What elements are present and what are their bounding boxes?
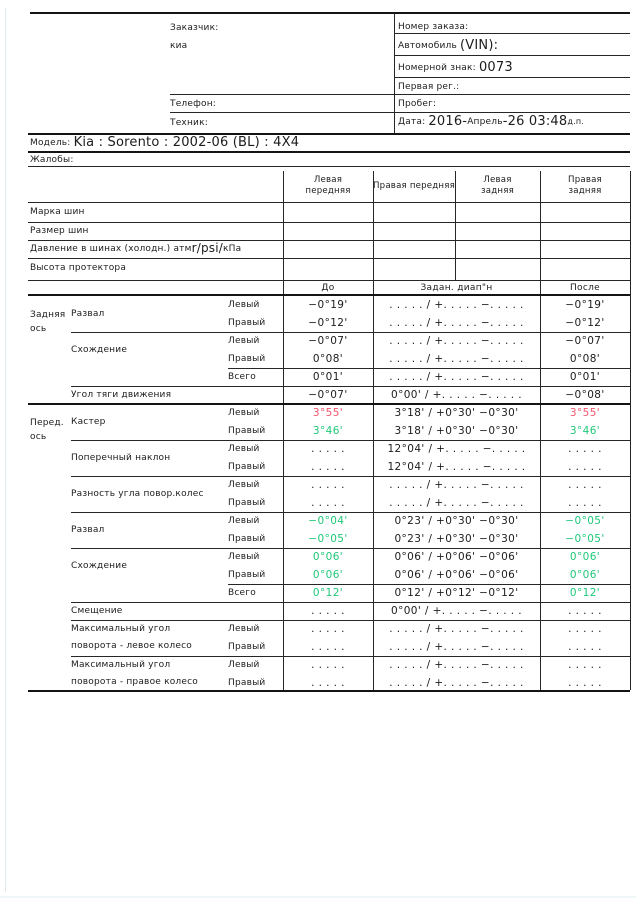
side-label: Правый: [228, 462, 266, 472]
before-value: 0°12': [312, 587, 344, 599]
spec-range-value: 0°06' / +0°06' −0°06': [394, 569, 519, 581]
side-label: Левый: [228, 336, 260, 346]
after-value: 3°46': [569, 425, 601, 437]
alignment-row: [28, 674, 630, 692]
before-value: . . . . .: [311, 461, 345, 473]
side-label: Правый: [228, 498, 266, 508]
date-year: 2016-: [428, 114, 468, 129]
date-month: Апрель: [467, 117, 503, 127]
alignment-row: [28, 422, 630, 440]
alignment-row: [28, 404, 630, 427]
spec-range-value: . . . . . / +. . . . . −. . . . .: [389, 353, 524, 365]
param-label: Схождение: [71, 345, 128, 355]
after-value: . . . . .: [568, 605, 602, 617]
rule-line: [170, 94, 630, 95]
spec-range-value: . . . . . / +. . . . . −. . . . .: [389, 659, 524, 671]
spec-range-value: . . . . . / +. . . . . −. . . . .: [389, 335, 524, 347]
before-value: 3°46': [312, 425, 344, 437]
alignment-row: [28, 566, 630, 584]
param-label: Угол тяги движения: [71, 390, 172, 400]
side-label: Правый: [228, 426, 266, 436]
column-header-left-rear: Левая задняя: [481, 175, 514, 196]
param-label: Разность угла повор.колес: [71, 489, 204, 499]
alignment-row: [28, 476, 630, 499]
side-label: Правый: [228, 678, 266, 688]
rule-line: [394, 33, 630, 34]
after-column-header: После: [569, 282, 600, 293]
spec-range-value: 0°06' / +0°06' −0°06': [394, 551, 519, 563]
after-value: . . . . .: [568, 659, 602, 671]
before-value: −0°07': [308, 389, 348, 401]
spec-range-value: . . . . . / +. . . . . −. . . . .: [389, 317, 524, 329]
after-value: −0°05': [565, 533, 605, 545]
side-label: Левый: [228, 624, 260, 634]
param-label: Максимальный угол поворота - правое колесо: [71, 660, 198, 687]
plate-label: Номерной знак:: [398, 63, 476, 73]
plate-row: [398, 62, 513, 74]
spec-range-value: . . . . . / +. . . . . −. . . . .: [389, 299, 524, 311]
spec-range-value: 0°12' / +0°12' −0°12': [394, 587, 519, 599]
after-value: −0°19': [565, 299, 605, 311]
side-label: Правый: [228, 354, 266, 364]
complaints-label: Жалобы:: [30, 155, 74, 165]
after-value: . . . . .: [568, 461, 602, 473]
side-label: Правый: [228, 534, 266, 544]
side-label: Левый: [228, 516, 260, 526]
spec-range-value: 3°18' / +0°30' −0°30': [394, 407, 519, 419]
side-label: Правый: [228, 642, 266, 652]
param-label: Поперечный наклон: [71, 453, 171, 463]
alignment-row: [28, 440, 630, 463]
before-value: −0°04': [308, 515, 348, 527]
rule-line: [630, 280, 631, 690]
after-value: −0°08': [565, 389, 605, 401]
alignment-row: [28, 494, 630, 512]
rule-line: [28, 166, 630, 167]
alignment-row: [28, 350, 630, 368]
rule-line: [394, 55, 630, 56]
alignment-row: [28, 386, 630, 404]
model-label: Модель:: [30, 138, 71, 148]
spec-range-value: . . . . . / +. . . . . −. . . . .: [389, 479, 524, 491]
side-label: Левый: [228, 300, 260, 310]
vin-label-big: (VIN):: [460, 38, 499, 53]
after-value: 0°06': [569, 551, 601, 563]
model-value: Kia : Sorento : 2002-06 (BL) : 4X4: [73, 135, 300, 150]
spec-range-value: 0°00' / +. . . . . −. . . . .: [390, 389, 522, 401]
tire-pressure-label: Давление в шинах (холодн.) атмr/psi/кПа: [30, 241, 242, 255]
after-value: 0°12': [569, 587, 601, 599]
side-label: Левый: [228, 408, 260, 418]
rule-line: [630, 171, 631, 280]
side-label: Левый: [228, 660, 260, 670]
alignment-row: [28, 458, 630, 476]
after-value: −0°12': [565, 317, 605, 329]
before-value: 0°08': [312, 353, 344, 365]
order-number-label: Номер заказа:: [398, 22, 469, 32]
spec-range-value: 0°23' / +0°30' −0°30': [394, 533, 519, 545]
date-daytime: -26 03:48: [502, 114, 568, 129]
rule-line: [170, 112, 630, 113]
spec-range-value: . . . . . / +. . . . . −. . . . .: [389, 641, 524, 653]
alignment-row: [28, 296, 630, 319]
param-label: Смещение: [71, 606, 123, 616]
param-label: Развал: [71, 525, 105, 535]
side-label: Правый: [228, 570, 266, 580]
column-header-right-rear: Правая задняя: [568, 175, 602, 196]
before-value: . . . . .: [311, 677, 345, 689]
spec-range-value: 0°23' / +0°30' −0°30': [394, 515, 519, 527]
alignment-row: [28, 584, 630, 602]
alignment-row: [28, 530, 630, 548]
side-label: Правый: [228, 318, 266, 328]
after-value: . . . . .: [568, 677, 602, 689]
date-row: [398, 116, 584, 128]
param-label: Максимальный угол поворота - левое колесо: [71, 624, 192, 651]
customer-label: Заказчик:: [170, 23, 219, 33]
rule-line: [394, 77, 630, 78]
before-value: 0°06': [312, 569, 344, 581]
tire-brand-label: Марка шин: [30, 207, 85, 217]
mileage-label: Пробег:: [398, 99, 437, 109]
scan-edge-artifact: [5, 8, 6, 892]
rule-line: [28, 222, 630, 223]
rule-line: [28, 151, 630, 153]
technician-label: Техник:: [170, 118, 208, 128]
tread-depth-label: Высота протектора: [30, 263, 127, 273]
column-header-left-front: Левая передняя: [305, 175, 351, 196]
after-value: 3°55': [569, 407, 601, 419]
side-label: Левый: [228, 480, 260, 490]
plate-value: 0073: [478, 60, 513, 75]
date-label: Дата:: [398, 117, 426, 127]
first-registration-label: Первая рег.:: [398, 82, 460, 92]
rule-line: [394, 13, 395, 133]
rear-axle-label: Задняя ось: [30, 310, 66, 334]
before-value: . . . . .: [311, 497, 345, 509]
spec-range-value: 0°00' / +. . . . . −. . . . .: [390, 605, 522, 617]
spec-range-value: . . . . . / +. . . . . −. . . . .: [389, 371, 524, 383]
after-value: . . . . .: [568, 641, 602, 653]
alignment-row: [28, 602, 630, 620]
after-value: . . . . .: [568, 623, 602, 635]
date-ampm: д.п.: [567, 117, 585, 126]
before-value: 0°06': [312, 551, 344, 563]
before-value: . . . . .: [311, 443, 345, 455]
rule-line: [28, 202, 630, 203]
phone-label: Телефон:: [170, 99, 217, 109]
before-column-header: До: [321, 282, 335, 293]
param-label: Развал: [71, 309, 105, 319]
param-label: Кастер: [71, 417, 106, 427]
after-value: 0°06': [569, 569, 601, 581]
side-label: Левый: [228, 552, 260, 562]
before-value: 0°01': [312, 371, 344, 383]
spec-range-value: 12°04' / +. . . . . −. . . . .: [387, 443, 526, 455]
before-value: −0°05': [308, 533, 348, 545]
side-label: Всего: [228, 372, 256, 382]
scan-bottom-artifact: [0, 896, 636, 898]
before-value: . . . . .: [311, 623, 345, 635]
after-value: 0°01': [569, 371, 601, 383]
before-value: −0°19': [308, 299, 348, 311]
before-value: . . . . .: [311, 659, 345, 671]
before-value: 3°55': [312, 407, 344, 419]
after-value: . . . . .: [568, 479, 602, 491]
alignment-row: [28, 314, 630, 332]
spec-range-value: 12°04' / +. . . . . −. . . . .: [387, 461, 526, 473]
after-value: . . . . .: [568, 443, 602, 455]
after-value: . . . . .: [568, 497, 602, 509]
before-value: . . . . .: [311, 479, 345, 491]
customer-value: киа: [170, 41, 188, 51]
spec-range-value: 3°18' / +0°30' −0°30': [394, 425, 519, 437]
spec-range-value: . . . . . / +. . . . . −. . . . .: [389, 677, 524, 689]
vin-label-text: Автомобиль: [398, 41, 461, 51]
alignment-row: [28, 512, 630, 535]
after-value: −0°07': [565, 335, 605, 347]
spec-range-column-header: Задан. диап"н: [420, 282, 493, 293]
alignment-row: [28, 368, 630, 386]
vin-label: [398, 40, 498, 52]
spec-range-value: . . . . . / +. . . . . −. . . . .: [389, 497, 524, 509]
before-value: . . . . .: [311, 605, 345, 617]
side-label: Всего: [228, 588, 256, 598]
model-row: [30, 137, 299, 149]
param-label: Схождение: [71, 561, 128, 571]
front-axle-label: Перед. ось: [30, 418, 64, 442]
column-header-right-front: Правая передняя: [373, 180, 455, 191]
tire-size-label: Размер шин: [30, 226, 89, 236]
after-value: 0°08': [569, 353, 601, 365]
rule-line: [30, 12, 630, 14]
alignment-row: [28, 332, 630, 355]
rule-line: [28, 240, 630, 241]
before-value: −0°12': [308, 317, 348, 329]
before-value: −0°07': [308, 335, 348, 347]
alignment-row: [28, 638, 630, 656]
side-label: Левый: [228, 444, 260, 454]
before-value: . . . . .: [311, 641, 345, 653]
rule-line: [28, 258, 630, 259]
spec-range-value: . . . . . / +. . . . . −. . . . .: [389, 623, 524, 635]
after-value: −0°05': [565, 515, 605, 527]
alignment-row: [28, 548, 630, 571]
